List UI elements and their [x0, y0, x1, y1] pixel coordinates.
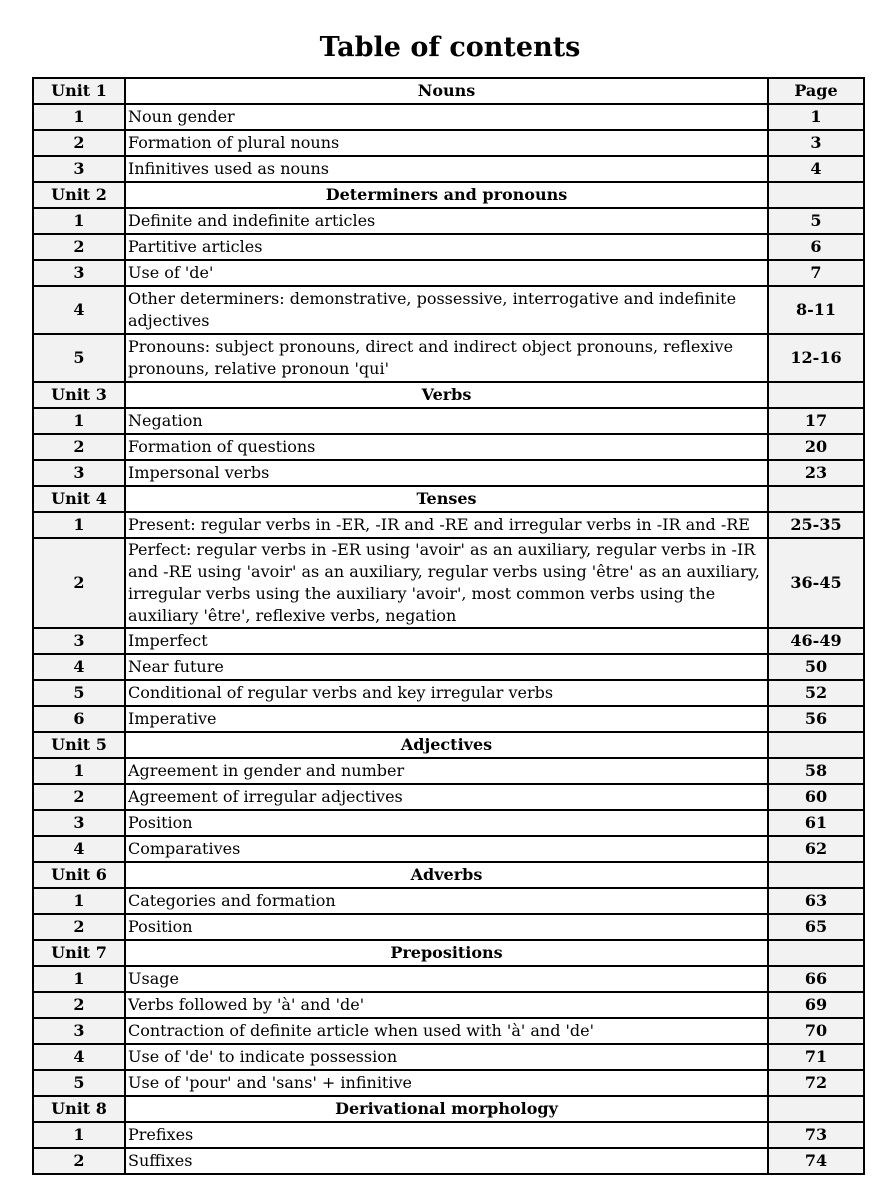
table-row: [33, 1148, 864, 1174]
item-page: 7: [768, 260, 864, 286]
item-topic: Infinitives used as nouns: [125, 156, 768, 182]
unit-title: Nouns: [125, 78, 768, 104]
item-topic: Formation of plural nouns: [125, 130, 768, 156]
item-page: 60: [768, 784, 864, 810]
unit-header-row: [33, 862, 864, 888]
item-number: 1: [33, 758, 125, 784]
item-topic: Use of 'pour' and 'sans' + infinitive: [125, 1070, 768, 1096]
item-topic: Near future: [125, 654, 768, 680]
item-page: 74: [768, 1148, 864, 1174]
item-topic: Categories and formation: [125, 888, 768, 914]
empty-page-cell: [768, 382, 864, 408]
table-row: [33, 104, 864, 130]
item-page: 66: [768, 966, 864, 992]
item-topic: Use of 'de' to indicate possession: [125, 1044, 768, 1070]
table-row: [33, 130, 864, 156]
item-page: 70: [768, 1018, 864, 1044]
unit-label: Unit 7: [33, 940, 125, 966]
item-number: 3: [33, 460, 125, 486]
item-topic: Suffixes: [125, 1148, 768, 1174]
unit-label: Unit 2: [33, 182, 125, 208]
item-number: 2: [33, 914, 125, 940]
item-page: 62: [768, 836, 864, 862]
table-row: [33, 334, 864, 382]
item-topic: Use of 'de': [125, 260, 768, 286]
item-page: 12-16: [768, 334, 864, 382]
item-topic: Position: [125, 810, 768, 836]
item-topic: Partitive articles: [125, 234, 768, 260]
table-row: [33, 758, 864, 784]
table-row: [33, 1122, 864, 1148]
item-number: 2: [33, 784, 125, 810]
table-row: [33, 538, 864, 628]
empty-page-cell: [768, 732, 864, 758]
item-number: 3: [33, 810, 125, 836]
item-page: 3: [768, 130, 864, 156]
item-number: 1: [33, 512, 125, 538]
item-topic: Perfect: regular verbs in -ER using 'avoir' as an auxiliary, regular verbs in -IR and -RE using 'avoir' as an auxiliary, regular verbs using 'être' as an auxiliary, irregular verbs using the auxiliary 'avoir', most common verbs using the auxiliary 'être', reflexive verbs, negation: [125, 538, 768, 628]
item-topic: Present: regular verbs in -ER, -IR and -RE and irregular verbs in -IR and -RE: [125, 512, 768, 538]
unit-header-row: [33, 486, 864, 512]
item-page: 46-49: [768, 628, 864, 654]
table-row: [33, 784, 864, 810]
item-page: 56: [768, 706, 864, 732]
item-topic: Usage: [125, 966, 768, 992]
empty-page-cell: [768, 940, 864, 966]
unit-title: Adverbs: [125, 862, 768, 888]
item-page: 4: [768, 156, 864, 182]
item-number: 2: [33, 1148, 125, 1174]
contents-table-body: [33, 78, 864, 1174]
table-row: [33, 408, 864, 434]
item-topic: Imperfect: [125, 628, 768, 654]
page-title: Table of contents: [319, 32, 581, 63]
empty-page-cell: [768, 862, 864, 888]
item-topic: Position: [125, 914, 768, 940]
item-number: 1: [33, 104, 125, 130]
empty-page-cell: [768, 486, 864, 512]
table-row: [33, 680, 864, 706]
item-number: 1: [33, 208, 125, 234]
unit-label: Unit 8: [33, 1096, 125, 1122]
page-column-header: Page: [768, 78, 864, 104]
unit-header-row: [33, 940, 864, 966]
item-topic: Imperative: [125, 706, 768, 732]
item-topic: Verbs followed by 'à' and 'de': [125, 992, 768, 1018]
table-row: [33, 1070, 864, 1096]
table-row: [33, 208, 864, 234]
item-number: 4: [33, 836, 125, 862]
unit-header-row: [33, 182, 864, 208]
table-row: [33, 1044, 864, 1070]
unit-label: Unit 5: [33, 732, 125, 758]
table-row: [33, 156, 864, 182]
item-number: 3: [33, 1018, 125, 1044]
table-row: [33, 888, 864, 914]
item-page: 63: [768, 888, 864, 914]
item-number: 5: [33, 334, 125, 382]
item-topic: Formation of questions: [125, 434, 768, 460]
item-page: 25-35: [768, 512, 864, 538]
item-page: 8-11: [768, 286, 864, 334]
item-number: 2: [33, 538, 125, 628]
table-row: [33, 810, 864, 836]
item-page: 61: [768, 810, 864, 836]
item-page: 72: [768, 1070, 864, 1096]
item-page: 36-45: [768, 538, 864, 628]
unit-label: Unit 6: [33, 862, 125, 888]
unit-label: Unit 3: [33, 382, 125, 408]
item-number: 2: [33, 992, 125, 1018]
item-number: 3: [33, 260, 125, 286]
table-row: [33, 512, 864, 538]
item-number: 2: [33, 130, 125, 156]
unit-title: Verbs: [125, 382, 768, 408]
table-row: [33, 836, 864, 862]
item-topic: Definite and indefinite articles: [125, 208, 768, 234]
item-number: 3: [33, 628, 125, 654]
table-row: [33, 966, 864, 992]
item-topic: Prefixes: [125, 1122, 768, 1148]
table-row: [33, 260, 864, 286]
unit-title: Tenses: [125, 486, 768, 512]
item-number: 5: [33, 1070, 125, 1096]
table-row: [33, 1018, 864, 1044]
item-number: 4: [33, 1044, 125, 1070]
unit-title: Prepositions: [125, 940, 768, 966]
item-page: 6: [768, 234, 864, 260]
item-number: 2: [33, 234, 125, 260]
item-topic: Contraction of definite article when used with 'à' and 'de': [125, 1018, 768, 1044]
table-row: [33, 706, 864, 732]
item-topic: Other determiners: demonstrative, possessive, interrogative and indefinite adjectives: [125, 286, 768, 334]
unit-header-row: [33, 382, 864, 408]
item-topic: Negation: [125, 408, 768, 434]
table-row: [33, 628, 864, 654]
item-page: 52: [768, 680, 864, 706]
table-row: [33, 460, 864, 486]
item-topic: Pronouns: subject pronouns, direct and indirect object pronouns, reflexive pronouns, relative pronoun 'qui': [125, 334, 768, 382]
table-row: [33, 434, 864, 460]
unit-header-row: [33, 1096, 864, 1122]
unit-label: Unit 4: [33, 486, 125, 512]
item-topic: Noun gender: [125, 104, 768, 130]
item-topic: Conditional of regular verbs and key irregular verbs: [125, 680, 768, 706]
unit-title: Adjectives: [125, 732, 768, 758]
contents-table: [32, 77, 865, 1175]
item-topic: Comparatives: [125, 836, 768, 862]
item-number: 5: [33, 680, 125, 706]
item-number: 1: [33, 1122, 125, 1148]
unit-title: Determiners and pronouns: [125, 182, 768, 208]
item-number: 1: [33, 966, 125, 992]
item-number: 3: [33, 156, 125, 182]
item-topic: Agreement of irregular adjectives: [125, 784, 768, 810]
item-page: 5: [768, 208, 864, 234]
table-row: [33, 286, 864, 334]
table-row: [33, 992, 864, 1018]
item-page: 20: [768, 434, 864, 460]
empty-page-cell: [768, 1096, 864, 1122]
item-number: 2: [33, 434, 125, 460]
item-page: 50: [768, 654, 864, 680]
table-row: [33, 654, 864, 680]
item-number: 6: [33, 706, 125, 732]
item-page: 71: [768, 1044, 864, 1070]
empty-page-cell: [768, 182, 864, 208]
item-page: 58: [768, 758, 864, 784]
unit-header-row: [33, 732, 864, 758]
table-row: [33, 234, 864, 260]
item-number: 4: [33, 654, 125, 680]
item-number: 4: [33, 286, 125, 334]
item-topic: Impersonal verbs: [125, 460, 768, 486]
item-number: 1: [33, 888, 125, 914]
item-page: 1: [768, 104, 864, 130]
table-row: [33, 914, 864, 940]
item-page: 17: [768, 408, 864, 434]
item-page: 73: [768, 1122, 864, 1148]
unit-title: Derivational morphology: [125, 1096, 768, 1122]
item-page: 65: [768, 914, 864, 940]
unit-header-row: [33, 78, 864, 104]
unit-label: Unit 1: [33, 78, 125, 104]
item-page: 69: [768, 992, 864, 1018]
item-topic: Agreement in gender and number: [125, 758, 768, 784]
item-number: 1: [33, 408, 125, 434]
item-page: 23: [768, 460, 864, 486]
